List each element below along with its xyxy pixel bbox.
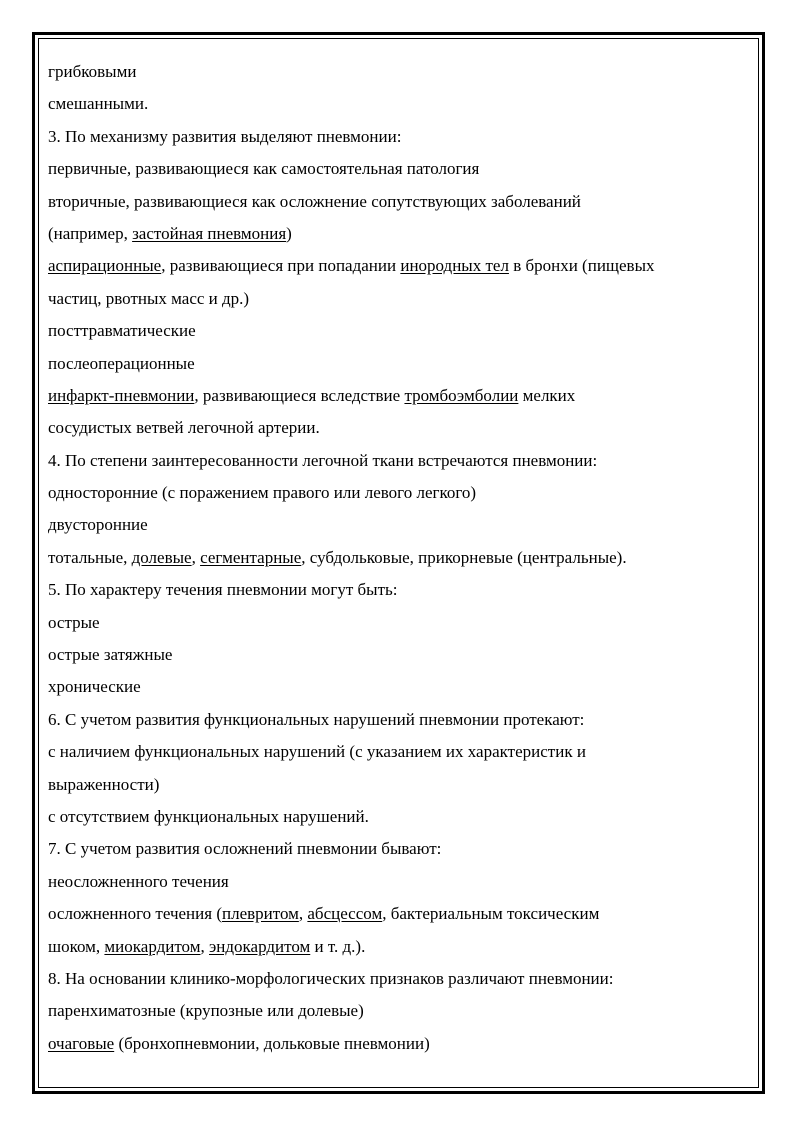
text-line bbox=[48, 639, 748, 671]
text-segment: 5. По характеру течения пневмонии могут быть: bbox=[48, 580, 398, 600]
text-segment: 6. С учетом развития функциональных нарушений пневмонии протекают: bbox=[48, 709, 585, 729]
text-line bbox=[48, 315, 748, 347]
term-link[interactable]: застойная пневмония bbox=[132, 223, 287, 243]
term-link[interactable]: тромбоэмболии bbox=[404, 385, 519, 405]
text-segment: (например, bbox=[48, 223, 133, 243]
text-segment: и т. д.). bbox=[310, 936, 366, 956]
text-line bbox=[48, 833, 748, 865]
text-segment: , субдольковые, прикорневые (центральные). bbox=[301, 547, 627, 567]
text-line bbox=[48, 898, 748, 930]
document-body bbox=[48, 56, 748, 1060]
text-segment: 4. По степени заинтересованности легочной ткани встречаются пневмонии: bbox=[48, 450, 598, 470]
text-segment: , развивающиеся при попадании bbox=[161, 256, 401, 276]
text-line bbox=[48, 412, 748, 444]
text-line bbox=[48, 671, 748, 703]
text-segment: неосложненного течения bbox=[48, 871, 229, 891]
text-segment: осложненного течения ( bbox=[48, 904, 222, 924]
text-line bbox=[48, 218, 748, 250]
term-link[interactable]: плевритом bbox=[221, 904, 299, 924]
term-link[interactable]: инфаркт-пневмонии bbox=[48, 385, 195, 405]
text-segment: , развивающиеся вследствие bbox=[194, 385, 405, 405]
text-line bbox=[48, 348, 748, 380]
text-segment: ) bbox=[286, 223, 292, 243]
term-link[interactable]: долевые bbox=[131, 547, 192, 567]
text-line bbox=[48, 509, 748, 541]
text-segment: грибковыми bbox=[48, 62, 137, 81]
text-segment: сосудистых ветвей легочной артерии. bbox=[48, 418, 320, 438]
text-segment: односторонние (с поражением правого или левого легкого) bbox=[48, 483, 477, 503]
text-segment: посттравматические bbox=[48, 321, 196, 341]
text-line bbox=[48, 542, 748, 574]
text-line bbox=[48, 380, 748, 412]
text-line bbox=[48, 963, 748, 995]
text-line bbox=[48, 153, 748, 185]
text-segment: мелких bbox=[518, 385, 576, 405]
text-line bbox=[48, 1028, 748, 1060]
text-line bbox=[48, 574, 748, 606]
text-segment: , bbox=[298, 904, 308, 924]
term-link[interactable]: абсцессом bbox=[307, 904, 383, 924]
text-line bbox=[48, 736, 748, 768]
text-segment: с наличием функциональных нарушений (с указанием их характеристик и bbox=[48, 742, 586, 762]
text-segment: тотальные, bbox=[48, 547, 132, 567]
text-line bbox=[48, 250, 748, 282]
text-segment: , bbox=[191, 547, 201, 567]
text-segment: шоком, bbox=[48, 936, 105, 956]
term-link[interactable]: инородных тел bbox=[400, 256, 509, 276]
text-segment: 8. На основании клинико-морфологических признаков различают пневмонии: bbox=[48, 968, 614, 988]
term-link[interactable]: очаговые bbox=[48, 1033, 115, 1053]
text-segment: хронические bbox=[48, 677, 141, 697]
text-line bbox=[48, 121, 748, 153]
text-line bbox=[48, 445, 748, 477]
text-segment: первичные, развивающиеся как самостоятельная патология bbox=[48, 159, 480, 179]
text-segment: вторичные, развивающиеся как осложнение сопутствующих заболеваний bbox=[48, 191, 581, 211]
text-segment: в бронхи (пищевых bbox=[508, 256, 655, 276]
text-segment: 7. С учетом развития осложнений пневмонии бывают: bbox=[48, 839, 442, 859]
text-line bbox=[48, 477, 748, 509]
text-segment: (бронхопневмонии, дольковые пневмонии) bbox=[114, 1033, 430, 1053]
text-line bbox=[48, 769, 748, 801]
text-segment: двусторонние bbox=[48, 515, 148, 535]
text-segment: смешанными. bbox=[48, 94, 149, 114]
text-segment: паренхиматозные (крупозные или долевые) bbox=[48, 1001, 364, 1021]
text-line bbox=[48, 801, 748, 833]
text-line bbox=[48, 931, 748, 963]
text-segment: острые затяжные bbox=[48, 645, 173, 665]
text-line bbox=[48, 56, 748, 88]
term-link[interactable]: сегментарные bbox=[200, 547, 302, 567]
text-line bbox=[48, 88, 748, 120]
text-segment: выраженности) bbox=[48, 774, 160, 794]
term-link[interactable]: миокардитом bbox=[104, 936, 201, 956]
text-line bbox=[48, 283, 748, 315]
text-line bbox=[48, 607, 748, 639]
text-line bbox=[48, 995, 748, 1027]
term-link[interactable]: эндокардитом bbox=[209, 936, 311, 956]
text-segment: с отсутствием функциональных нарушений. bbox=[48, 806, 369, 826]
text-segment: послеоперационные bbox=[48, 353, 195, 373]
text-line bbox=[48, 186, 748, 218]
text-segment: частиц, рвотных масс и др.) bbox=[48, 288, 250, 308]
text-line bbox=[48, 866, 748, 898]
text-segment: острые bbox=[48, 612, 100, 632]
term-link[interactable]: аспирационные bbox=[48, 256, 162, 276]
text-segment: , bbox=[200, 936, 209, 956]
text-segment: , бактериальным токсическим bbox=[382, 904, 600, 924]
text-line bbox=[48, 704, 748, 736]
text-segment: 3. По механизму развития выделяют пневмонии: bbox=[48, 126, 402, 146]
